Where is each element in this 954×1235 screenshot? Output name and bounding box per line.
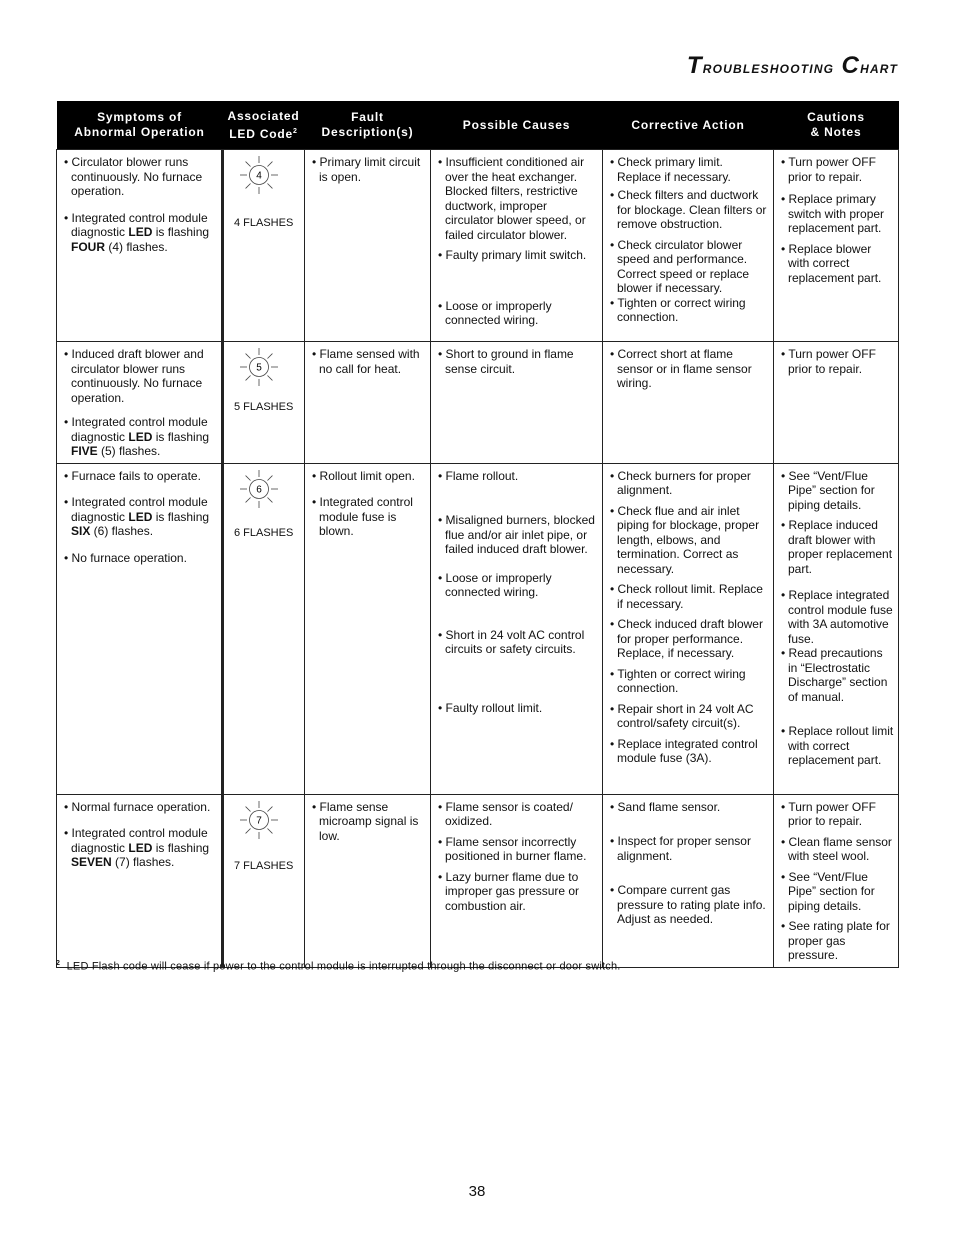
led-ray xyxy=(246,475,251,480)
led-ray xyxy=(246,375,251,380)
symptoms-cell xyxy=(57,794,223,967)
led-code-cell xyxy=(223,150,305,342)
action-list xyxy=(603,464,773,770)
header-fault: Fault Description(s) xyxy=(305,101,431,150)
led-number: 4 xyxy=(256,170,262,182)
caution-item: • See rating plate for proper gas pressure. xyxy=(781,919,890,962)
action-item: • Inspect for proper sensor alignment. xyxy=(610,834,751,863)
cause-item: • Short in 24 volt AC control circuits or safety circuits. xyxy=(438,627,585,656)
symptoms-cell xyxy=(57,150,223,342)
led-ray xyxy=(267,497,272,502)
action-cell xyxy=(603,794,774,967)
caution-item: • Turn power OFF prior to repair. xyxy=(781,799,876,828)
header-symptoms: Symptoms of Abnormal Operation xyxy=(57,101,223,150)
cautions-cell xyxy=(774,463,899,794)
cautions-cell xyxy=(774,342,899,464)
led-code xyxy=(224,342,304,452)
fault-cell xyxy=(305,794,431,967)
action-item: • Tighten or correct wiring connection. xyxy=(610,295,746,324)
caution-item: • Read precautions in “Electrostatic Discharge” section of manual. xyxy=(781,646,888,704)
symptom-text-bold2: SIX xyxy=(71,524,91,538)
cautions-cell xyxy=(774,794,899,967)
led-ray xyxy=(267,375,272,380)
cause-item: • Short to ground in flame sense circuit. xyxy=(438,347,574,376)
action-cell xyxy=(603,342,774,464)
symptom-item: • No furnace operation. xyxy=(64,550,187,565)
symptom-text-pre: • Integrated control module diagnostic xyxy=(64,495,208,524)
symptom-text-post: (4) flashes. xyxy=(105,239,168,254)
led-ray xyxy=(246,354,251,359)
led-ray xyxy=(246,806,251,811)
fault-list xyxy=(305,464,430,543)
symptom-text-bold2: SEVEN xyxy=(71,855,112,869)
led-code-cell xyxy=(223,463,305,794)
cautions-cell xyxy=(774,150,899,342)
symptom-text-mid: is flashing xyxy=(152,429,210,444)
led-ray xyxy=(246,828,251,833)
led-ray xyxy=(267,162,272,167)
action-item: • Correct short at flame sensor or in flame sensor wiring. xyxy=(610,347,752,390)
led-ray xyxy=(246,497,251,502)
symptom-text-mid: is flashing xyxy=(152,225,210,239)
cause-list xyxy=(431,150,602,332)
led-code-cell xyxy=(223,342,305,464)
causes-cell xyxy=(431,342,603,464)
symptoms-cell xyxy=(57,342,223,464)
header-action: Corrective Action xyxy=(603,101,774,150)
caution-item: • See “Vent/Flue Pipe” section for piping details. xyxy=(781,869,875,913)
causes-cell xyxy=(431,794,603,967)
led-ray xyxy=(267,354,272,359)
cause-item: • Flame rollout. xyxy=(438,468,519,483)
action-item: • Check filters and ductwork for blockage. Clean filters or remove obstruction. xyxy=(610,188,767,231)
led-flash-icon xyxy=(238,799,280,841)
action-list xyxy=(603,342,773,395)
led-code-cell xyxy=(223,794,305,967)
caution-item: • Clean flame sensor with steel wool. xyxy=(781,834,892,863)
led-flash-label: 4 FLASHES xyxy=(234,217,294,229)
led-ray xyxy=(246,162,251,167)
led-flash-icon xyxy=(238,468,280,510)
led-ray xyxy=(267,183,272,188)
cause-item: • Lazy burner flame due to improper gas pressure or combustion air. xyxy=(438,869,580,913)
symptom-text-post: (7) flashes. xyxy=(111,855,175,869)
table-row xyxy=(57,150,899,342)
header-causes: Possible Causes xyxy=(431,101,603,150)
action-item: • Check circulator blower speed and performance. Correct speed or replace blower if necessary. xyxy=(610,237,750,295)
led-number: 6 xyxy=(256,484,262,495)
cause-item: • Flame sensor is coated/ oxidized. xyxy=(438,799,573,828)
symptom-item: • Circulator blower runs continuously. No furnace operation. xyxy=(64,155,203,198)
symptom-item xyxy=(63,826,217,870)
action-item: • Tighten or correct wiring connection. xyxy=(610,666,746,695)
cause-item: • Faulty rollout limit. xyxy=(438,700,543,715)
action-item: • Compare current gas pressure to rating plate info. Adjust as needed. xyxy=(610,883,766,926)
symptom-item: • Induced draft blower and circulator blower runs continuously. No furnace operation. xyxy=(64,347,204,405)
caution-item: • Turn power OFF prior to repair. xyxy=(781,155,876,184)
fault-item: • Flame sense microamp signal is low. xyxy=(312,799,419,843)
led-code xyxy=(224,150,304,341)
symptom-text-bold1: LED xyxy=(128,225,153,239)
caution-list xyxy=(774,464,898,772)
action-item: • Repair short in 24 volt AC control/safety circuit(s). xyxy=(610,701,754,730)
cause-list xyxy=(431,464,602,720)
table-row xyxy=(57,794,899,967)
causes-cell xyxy=(431,150,603,342)
fault-item: • Rollout limit open. xyxy=(312,468,415,483)
footnote-marker: 2 xyxy=(56,960,61,967)
led-ray xyxy=(267,828,272,833)
symptom-text-post: (5) flashes. xyxy=(97,444,161,458)
fault-list xyxy=(305,150,430,188)
fault-item: • Flame sensed with no call for heat. xyxy=(312,347,420,376)
led-flash-label: 6 FLASHES xyxy=(234,526,294,539)
led-ray xyxy=(267,475,272,480)
symptom-text-mid: is flashing xyxy=(152,840,210,855)
symptoms-cell xyxy=(57,463,223,794)
fault-cell xyxy=(305,463,431,794)
fault-list xyxy=(305,795,430,848)
table-row xyxy=(57,342,899,464)
symptoms-list xyxy=(57,150,221,258)
footnote-text: LED Flash code will cease if power to the control module is interrupted through the disconnect or door switch. xyxy=(66,960,621,973)
fault-cell xyxy=(305,150,431,342)
cause-item: • Faulty primary limit switch. xyxy=(438,248,587,262)
led-number: 7 xyxy=(256,815,262,826)
caution-list xyxy=(774,795,898,967)
symptom-text-pre: • Integrated control module diagnostic xyxy=(64,826,208,855)
table-row xyxy=(57,463,899,794)
caution-item: • Replace induced draft blower with proper replacement part. xyxy=(781,518,893,576)
caution-item: • Replace blower with correct replacement part. xyxy=(781,241,882,285)
caution-list xyxy=(774,150,898,289)
led-flash-icon xyxy=(238,346,280,388)
title-rest-1: roubleshooting xyxy=(702,58,835,77)
led-code xyxy=(224,795,304,961)
caution-item: • See “Vent/Flue Pipe” section for piping details. xyxy=(781,468,875,512)
action-item: • Check primary limit. Replace if necessary. xyxy=(610,155,731,184)
cause-list xyxy=(431,342,602,380)
led-flash-icon xyxy=(238,154,280,196)
action-cell xyxy=(603,463,774,794)
fault-item: • Primary limit circuit is open. xyxy=(312,155,421,184)
symptom-text-mid: is flashing xyxy=(152,509,210,524)
footnote xyxy=(56,960,621,973)
action-item: • Check induced draft blower for proper performance. Replace, if necessary. xyxy=(610,617,763,660)
title-cap-2: C xyxy=(841,52,861,79)
led-flash-label: 5 FLASHES xyxy=(234,401,294,413)
symptoms-list xyxy=(57,342,221,463)
action-item: • Check rollout limit. Replace if necessary. xyxy=(610,582,763,611)
led-flash-label: 7 FLASHES xyxy=(234,859,294,872)
title-cap-1: T xyxy=(686,52,703,79)
caution-item: • Turn power OFF prior to repair. xyxy=(781,347,876,376)
title-rest-2: hart xyxy=(860,58,898,77)
caution-item: • Replace primary switch with proper replacement part. xyxy=(781,192,885,235)
led-number: 5 xyxy=(256,362,262,374)
symptoms-list xyxy=(57,464,221,570)
caution-list xyxy=(774,342,898,380)
header-row xyxy=(57,101,899,150)
led-ray xyxy=(267,806,272,811)
causes-cell xyxy=(431,463,603,794)
symptom-item xyxy=(63,415,217,459)
fault-item: • Integrated control module fuse is blown. xyxy=(312,495,413,538)
symptom-text-pre: • Integrated control module diagnostic xyxy=(64,210,208,239)
symptom-text-post: (6) flashes. xyxy=(90,524,154,538)
fault-cell xyxy=(305,342,431,464)
led-ray xyxy=(246,183,251,188)
symptom-text-pre: • Integrated control module diagnostic xyxy=(64,415,208,444)
symptom-text-bold2: FIVE xyxy=(71,444,98,458)
symptom-text-bold1: LED xyxy=(128,840,153,855)
symptom-text-bold1: LED xyxy=(128,429,153,444)
caution-item: • Replace integrated control module fuse with 3A automotive fuse. xyxy=(781,588,893,646)
header-cautions: Cautions & Notes xyxy=(774,101,899,150)
cause-item: • Loose or improperly connected wiring. xyxy=(438,570,552,599)
symptom-item xyxy=(63,211,217,255)
led-code xyxy=(224,464,304,794)
symptom-text-bold1: LED xyxy=(128,509,153,524)
action-item: • Replace integrated control module fuse (3A). xyxy=(610,736,758,765)
caution-item: • Replace rollout limit with correct replacement part. xyxy=(781,724,894,767)
page-number: 38 xyxy=(468,1183,486,1200)
symptoms-list xyxy=(57,795,221,874)
symptom-text-bold2: FOUR xyxy=(71,239,105,254)
symptom-item xyxy=(63,495,217,539)
cause-item: • Flame sensor incorrectly positioned in burner flame. xyxy=(438,834,587,863)
fault-list xyxy=(305,342,430,380)
page-title xyxy=(687,52,898,80)
action-item: • Check burners for proper alignment. xyxy=(610,468,751,497)
symptom-item: • Furnace fails to operate. xyxy=(64,468,201,483)
cause-item: • Insufficient conditioned air over the heat exchanger. Blocked filters, restrictive ductwork, improper circulator blower speed, or failed circulator blower. xyxy=(438,155,586,242)
header-led-code: Associated LED Code$^2$ xyxy=(223,101,305,150)
cause-list xyxy=(431,795,602,918)
action-item: • Check flue and air inlet piping for blockage, proper length, elbows, and termination. Correct as necessary. xyxy=(610,503,760,576)
action-cell xyxy=(603,150,774,342)
cause-item: • Loose or improperly connected wiring. xyxy=(438,298,552,327)
action-list xyxy=(603,795,773,931)
action-item: • Sand flame sensor. xyxy=(610,799,721,814)
action-list xyxy=(603,150,773,329)
troubleshooting-table xyxy=(56,101,899,968)
cause-item: • Misaligned burners, blocked flue and/or air inlet pipe, or failed induced draft blower. xyxy=(438,513,595,556)
symptom-item: • Normal furnace operation. xyxy=(64,799,211,814)
